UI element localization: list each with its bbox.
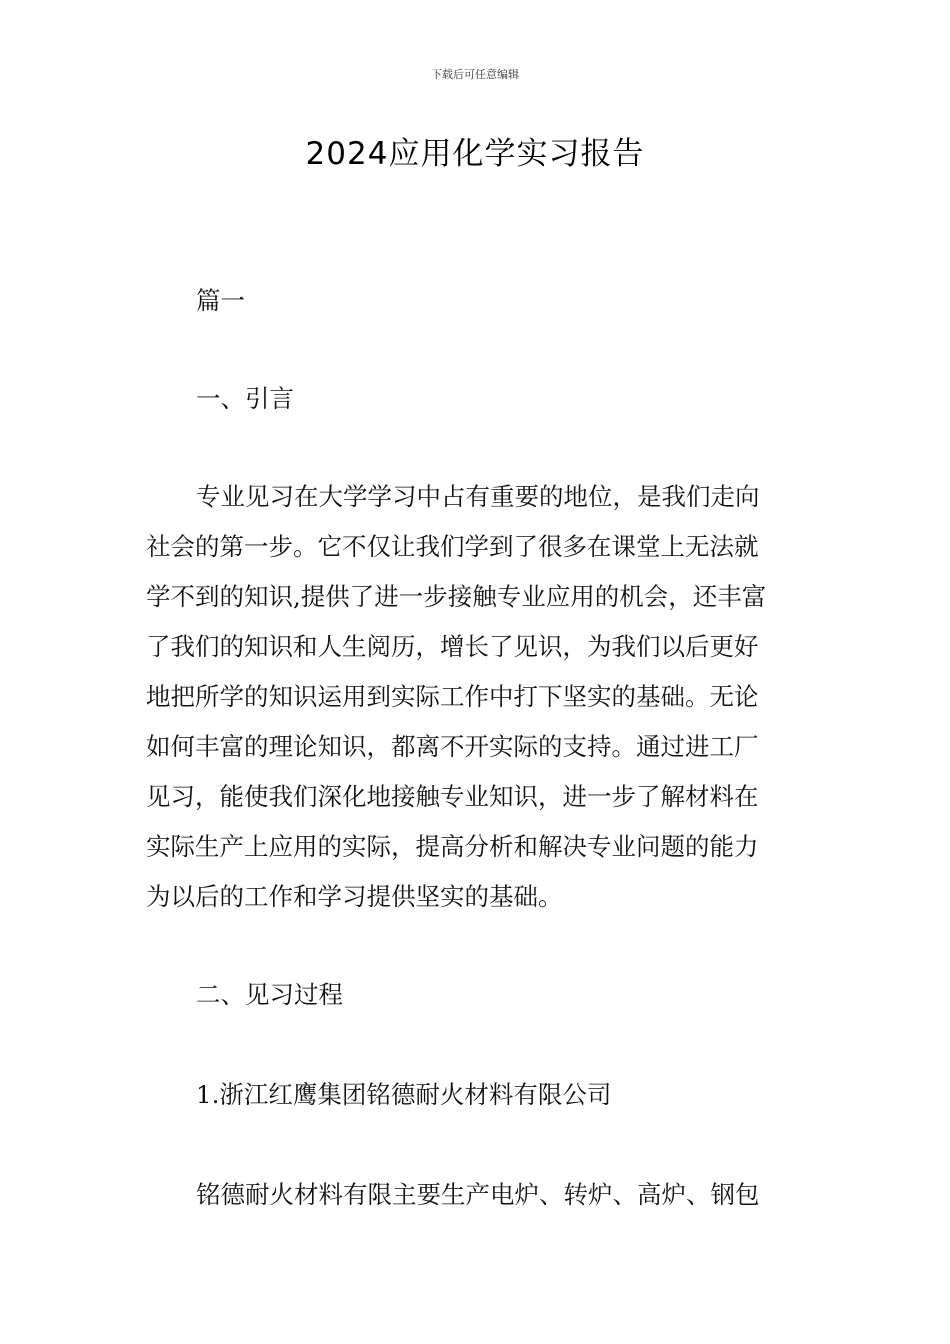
document-title: 2024应用化学实习报告	[305, 136, 645, 172]
paragraph-line: 地把所学的知识运用到实际工作中打下坚实的基础。无论	[146, 682, 759, 711]
paragraph-line: 为以后的工作和学习提供坚实的基础。	[146, 882, 563, 911]
paragraph-line: 专业见习在大学学习中占有重要的地位，是我们走向	[196, 482, 760, 511]
paragraph-line: 了我们的知识和人生阅历，增长了见识，为我们以后更好	[146, 632, 759, 661]
section-heading-internship-process: 二、见习过程	[196, 980, 343, 1009]
paragraph-line: 实际生产上应用的实际，提高分析和解决专业问题的能力	[146, 832, 759, 861]
company-paragraph-line: 铭德耐火材料有限主要生产电炉、转炉、高炉、钢包	[196, 1180, 760, 1209]
paragraph-line: 见习，能使我们深化地接触专业知识，进一步了解材料在	[146, 782, 759, 811]
header-note: 下载后可任意编辑	[431, 68, 519, 81]
paragraph-line: 社会的第一步。它不仅让我们学到了很多在课堂上无法就	[146, 532, 759, 561]
section-heading-introduction: 一、引言	[196, 384, 294, 413]
part-label: 篇一	[196, 286, 245, 315]
paragraph-line: 如何丰富的理论知识，都离不开实际的支持。通过进工厂	[146, 732, 759, 761]
paragraph-line: 学不到的知识,提供了进一步接触专业应用的机会，还丰富	[146, 582, 767, 611]
subsection-heading-company: 1.浙江红鹰集团铭德耐火材料有限公司	[196, 1080, 612, 1109]
